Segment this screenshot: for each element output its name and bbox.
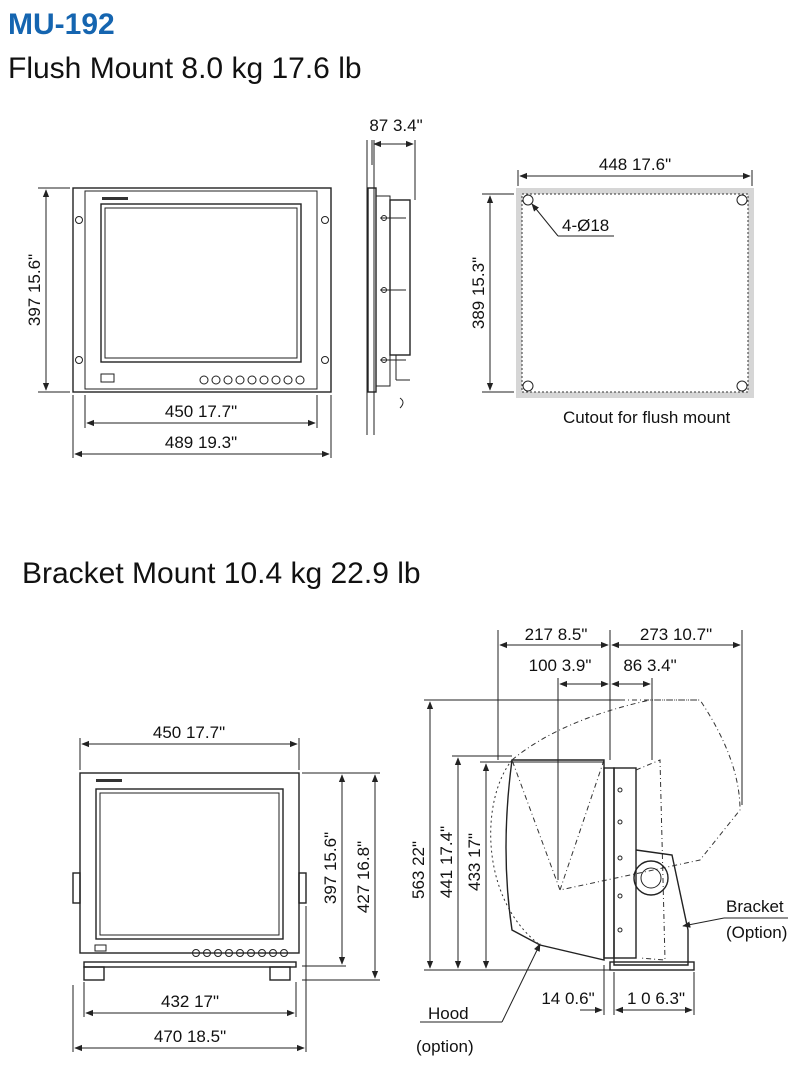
height-563-label: 563 22" xyxy=(409,840,428,900)
flush-depth-label: 87 3.4" xyxy=(369,116,423,135)
flush-front-view xyxy=(73,188,331,392)
flush-mount-title: Flush Mount 8.0 kg 17.6 lb xyxy=(8,52,362,85)
bracket-label: Bracket xyxy=(726,897,784,916)
flush-side-view xyxy=(367,116,423,435)
depth-273-label: 273 10.7" xyxy=(639,625,713,644)
bracket-screen-height-label: 397 15.6" xyxy=(321,831,340,905)
flush-height-dimension xyxy=(25,188,70,392)
bracket-side-view xyxy=(491,700,740,970)
height-433-label: 433 17" xyxy=(465,832,484,892)
depth-86-label: 86 3.4" xyxy=(623,656,677,675)
cutout-caption: Cutout for flush mount xyxy=(563,408,731,427)
bracket-side-dimensions xyxy=(409,625,788,1022)
model-title: MU-192 xyxy=(8,8,115,41)
depth-217-label: 217 8.5" xyxy=(524,625,588,644)
flush-inner-width-label: 450 17.7" xyxy=(164,402,238,421)
hood-label: Hood xyxy=(428,1004,469,1023)
dim-160-label: 1 0 6.3" xyxy=(626,989,686,1008)
flush-height-label: 397 15.6" xyxy=(25,253,44,327)
cutout-height-label: 389 15.3" xyxy=(469,256,488,330)
bracket-top-width-label: 450 17.7" xyxy=(152,723,226,742)
bracket-front-view xyxy=(73,773,306,980)
flush-outer-width-label: 489 19.3" xyxy=(164,433,238,452)
depth-100-label: 100 3.9" xyxy=(528,656,592,675)
holes-label: 4-Ø18 xyxy=(562,216,610,235)
bracket-option-label: (Option) xyxy=(726,923,788,942)
height-441-label: 441 17.4" xyxy=(437,825,456,899)
cutout-width-label: 448 17.6" xyxy=(598,155,672,174)
flush-cutout-view xyxy=(469,155,754,427)
dim-14-label: 14 0.6" xyxy=(541,989,595,1008)
bracket-bottom-width-label: 432 17" xyxy=(160,992,220,1011)
bracket-base-width-label: 470 18.5" xyxy=(153,1027,227,1046)
bracket-overall-height-label: 427 16.8" xyxy=(354,840,373,914)
hood-option-label: (option) xyxy=(416,1037,474,1056)
bracket-mount-title: Bracket Mount 10.4 kg 22.9 lb xyxy=(22,557,421,590)
flush-width-dimensions xyxy=(73,395,331,458)
